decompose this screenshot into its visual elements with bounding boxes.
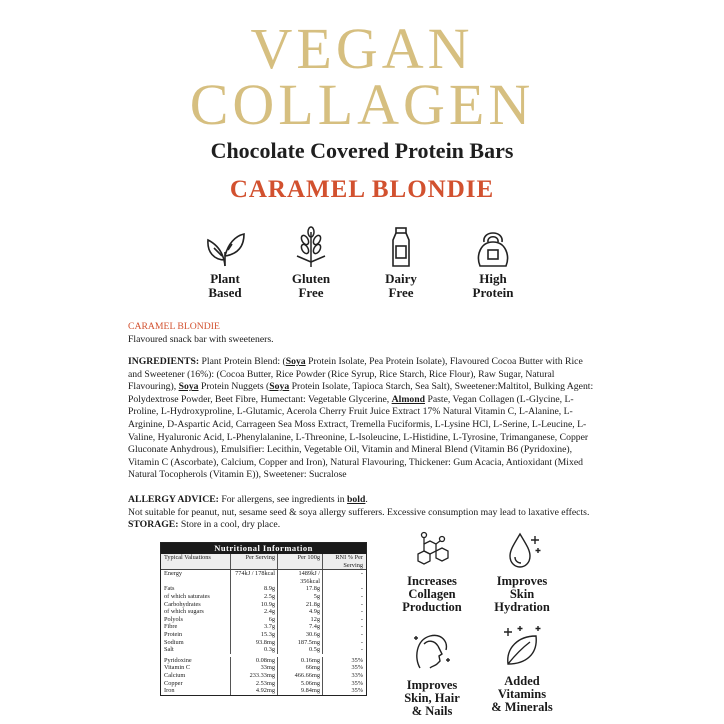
nutrition-cell: 233.33mg [231,672,278,680]
nutrition-row [161,623,366,631]
nutrition-cell: Protein [161,631,231,639]
feature-label-3a: Dairy [385,271,417,286]
feature-label-4b: Protein [472,285,514,300]
benefit-line: Skin [509,587,535,601]
benefit-line: Improves [496,574,548,588]
nutrition-cell: Vitamin C [161,664,231,672]
benefit-line: Skin, Hair [404,691,460,705]
nutrition-cell: 0.3g [231,646,278,654]
nutrition-cell: 2.5g [231,593,278,601]
nutrition-header-cell: Typical Valuations [161,554,231,569]
feature-label-4a: High [479,271,507,286]
molecule-icon [410,530,454,570]
nutrition-cell: Iron [161,687,231,695]
nutrition-cell: 93.8mg [231,639,278,647]
nutrition-cell: Calcium [161,672,231,680]
nutrition-header-cell: Per Serving [231,554,278,569]
allergen-soya: Soya [269,381,290,393]
nutrition-row [161,657,366,665]
nutrition-cell: 4.92mg [231,687,278,695]
allergy-warning: Not suitable for peanut, nut, sesame seed & soya allergy sufferers. Excessive consumption may lead to laxative effects. [128,506,590,518]
nutrition-row [161,639,366,647]
feature-label-2a: Gluten [291,271,331,286]
nutrition-header-row [161,554,366,570]
feature-gluten-free [271,226,351,300]
benefit-line: Collagen [408,587,456,601]
nutrition-cell: 35% [351,679,363,687]
allergy-text: For allergens, see ingredients in [218,494,348,505]
feature-label-1a: Plant [210,271,240,286]
benefit-line: & Nails [411,704,453,718]
nutrition-cell: Salt [161,646,231,654]
ingredients-part: Protein Isolate, Tapioca Starch, Sea Salt), Sweetener:Maltitol, Bulking Agent: Polydextrose Powder, Beet Fibre, Humectant: Vegetable Glycerine, [128,381,594,405]
nutrition-cell: of which sugars [161,608,231,616]
wheat-icon [288,226,334,268]
benefit-vitamins [482,624,562,714]
title-line-2: COLLAGEN [189,72,535,137]
nutrition-cell: 9.84mg [278,687,323,695]
nutrition-row [161,585,366,593]
nutrition-cell: 10.9g [231,601,278,609]
nutrition-cell: 7.4g [278,623,323,631]
storage-text: Store in a cool, dry place. [178,519,281,531]
ingredients-part: Paste, Vegan Collagen (L-Glycine, L-Proline, L-Hydroxyproline, L-Glutamic, Acerola Cherry Fruit Juice Extract 17% Natural Vitamin C, L-Alanine, L-Arginine, D-Aspartic Acid, Carrageen Sea Moss Extract, Tremella Fuciformis, L-Lysine HCl, L-Serine, L-Leucine, L-Valine, Hyaluronic Acid, L-Phenylalanine, L-Threonine, L-Isoleucine, L-Histidine, L-Tyrosine, Trimanganese, Copper Gluconate Anhydrous), Emulsifier: Lecithin, Vegetable Oil, Vitamin and Mineral Blend (Vitamin B6 (Pyridoxine), Vitamin C (Ascorbate), Calcium, Copper and Iron), Natural Flavouring, Thickener: Gum Acacia, Antioxidant (Mixed Natural Tocopherols (Vitamin E)), Sweetener: Sucralose [128,393,589,481]
nutrition-cell: 187.5mg [278,639,323,647]
nutrition-row [161,687,366,695]
nutrition-cell: Polyols [161,616,231,624]
nutrition-cell: 466.66mg [278,672,323,680]
nutrition-cell: - [360,570,363,578]
nutrition-header-cell: Per 100g [278,554,323,569]
benefit-line: Added [504,674,540,688]
kettlebell-icon [470,226,516,268]
nutrition-cell: 0.5g [278,646,323,654]
nutrition-cell: 33% [351,671,363,679]
benefit-line: Hydration [494,600,550,614]
nutrition-table [160,542,367,696]
nutrition-cell: 3.7g [231,623,278,631]
nutrition-cell: Sodium [161,639,231,647]
nutrition-cell: 774kJ / 178kcal [231,570,278,585]
plant-leaf-icon [202,226,248,268]
nutrition-cell: 33mg [231,664,278,672]
allergy-end: . [365,494,368,505]
product-name: CARAMEL BLONDIE [128,321,220,332]
nutrition-cell: - [360,615,363,623]
feature-label-3b: Free [388,285,414,300]
nutrition-cell: 5.06mg [278,680,323,688]
nutrition-cell: Fibre [161,623,231,631]
product-description: Flavoured snack bar with sweeteners. [128,333,274,345]
allergen-soya: Soya [285,356,306,367]
benefit-line: Increases [407,574,457,588]
nutrition-cell: 21.8g [278,601,323,609]
nutrition-cell: Fats [161,585,231,593]
nutrition-row [161,664,366,672]
nutrition-cell: Energy [161,570,231,585]
ingredients-text [128,356,598,482]
allergen-almond: Almond [391,393,426,405]
nutrition-row [161,593,366,601]
benefit-line: & Minerals [491,700,553,714]
allergen-soya: Soya [178,381,199,393]
nutrition-cell: - [360,600,363,608]
nutrition-cell: 0.08mg [231,657,278,665]
benefit-line: Vitamins [497,687,547,701]
nutrition-row [161,601,366,609]
ingredients-part: Protein Isolate, Pea Protein Isolate), Flavoured Cocoa Butter with Rice and Sweetener (16%): (Cocoa Butter, Rice Powder (Rice Syrup, Rice Starch, Rice Flour), Raw Sugar, Natural Flavouring), [128,356,583,393]
face-profile-icon [410,628,454,674]
milk-bottle-icon [378,226,424,268]
nutrition-cell: 8.9g [231,585,278,593]
nutrition-cell: 5g [278,593,323,601]
nutrition-cell: 6g [231,616,278,624]
ingredients-label: INGREDIENTS: [128,356,200,367]
nutrition-cell: - [360,646,363,654]
feature-label-2b: Free [298,285,324,300]
nutrition-cell: Copper [161,680,231,688]
feature-plant-based [185,226,265,300]
nutrition-row [161,608,366,616]
nutrition-cell: 30.6g [278,631,323,639]
nutrition-row [161,631,366,639]
nutrition-cell: 0.16mg [278,657,323,665]
nutrition-cell: - [360,638,363,646]
nutrition-title: Nutritional Information [161,543,366,554]
nutrition-cell: of which saturates [161,593,231,601]
nutrition-cell: - [360,592,363,600]
nutrition-cell: 4.9g [278,608,323,616]
nutrition-cell: 1489kJ / 356kcal [278,570,323,585]
allergy-bold-word: bold [347,494,366,505]
nutrition-cell: Carbohydrates [161,601,231,609]
benefit-line: Production [402,600,462,614]
nutrition-cell: 12g [278,616,323,624]
nutrition-cell: 2.53mg [231,680,278,688]
nutrition-cell: - [360,630,363,638]
nutrition-cell: - [360,623,363,631]
nutrition-header-cell: RNI % Per Serving [335,554,363,569]
nutrition-cell: 35% [351,687,363,695]
feature-dairy-free [361,226,441,300]
leaf-sparkle-icon [500,624,544,670]
feature-label-1b: Based [208,285,242,300]
nutrition-cell: 15.3g [231,631,278,639]
benefit-collagen [392,530,472,614]
nutrition-cell: - [360,585,363,593]
nutrition-cell: 35% [351,656,363,664]
ingredients-part: Protein Nuggets ( [198,381,270,393]
nutrition-cell: 66mg [278,664,323,672]
nutrition-cell: Pyridoxine [161,657,231,665]
allergy-label: ALLERGY ADVICE: [128,494,219,505]
storage-label: STORAGE: [128,519,179,531]
nutrition-cell: 17.8g [278,585,323,593]
ingredients-part: Plant Protein Blend: ( [199,356,286,367]
feature-high-protein [453,226,533,300]
benefit-skin-hair-nails [392,628,472,718]
benefit-line: Improves [406,678,458,692]
title-line-1: VEGAN [250,16,474,81]
allergy-advice [128,494,598,532]
product-info [128,321,598,346]
nutrition-row [161,570,366,585]
nutrition-rows [161,570,366,695]
subtitle: Chocolate Covered Protein Bars [210,138,514,163]
benefit-hydration [482,530,562,614]
nutrition-row [161,672,366,680]
nutrition-row [161,616,366,624]
nutrition-row [161,646,366,654]
water-drop-sparkle-icon [500,530,544,570]
nutrition-cell: 2.4g [231,608,278,616]
nutrition-row [161,680,366,688]
flavour-title: CARAMEL BLONDIE [229,176,495,203]
nutrition-cell: 35% [351,664,363,672]
nutrition-cell: - [360,608,363,616]
